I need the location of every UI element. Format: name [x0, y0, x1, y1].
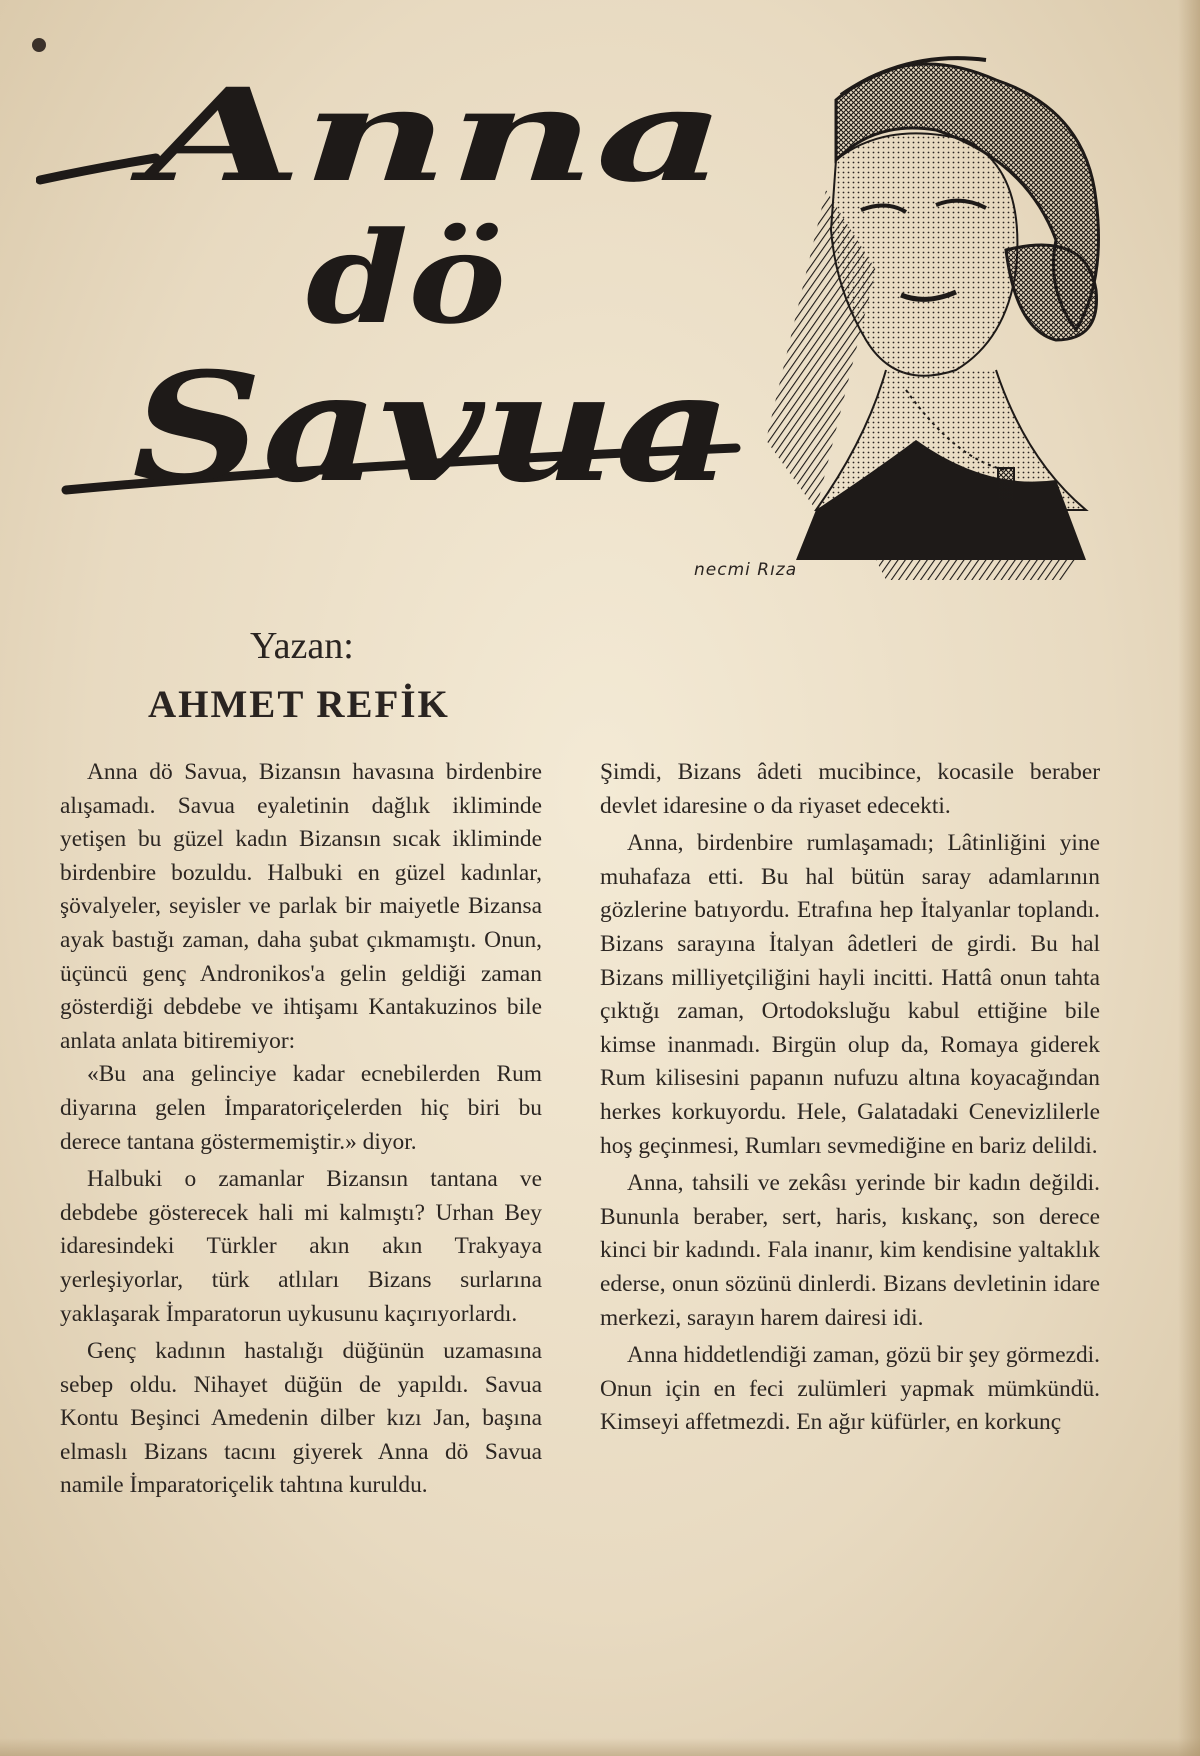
title-swash-top: [40, 158, 156, 180]
paragraph: Anna, tahsili ve zekâsı yerinde bir kadın değildi. Bununla beraber, sert, haris, kıskanç, son derece kinci bir kadındı. Fala inanır, kim kendisine yaltaklık ederse, onun sözünü dinlerdi. Bizans devletinin idare merkezi, sarayın harem dairesi idi.: [600, 1170, 1100, 1331]
text-column-right: [600, 756, 1100, 1440]
paragraph: Anna, birdenbire rumlaşamadı; Lâtinliğini yine muhafaza etti. Bu hal bütün saray adamlarının gözlerine batıyordu. Etrafına hep İtalyanlar toplandı. Bizans sarayına İtalyan âdetleri de girdi. Bu hal Bizans milliyetçiliğini hayli incitti. Hattâ onun tahta çıktığı zaman, Ortodoksluğu kabul ettiğine bile kimse inanmadı. Birgün olup da, Romaya giderek Rum kilisesini papanın nufuzu altına koyacağından herkes korkuyordu. Hele, Galatadaki Cenevizlilerle hoş geçinmesi, Rumları sevmediğine en bariz delildi.: [600, 830, 1100, 1159]
paragraph: Anna dö Savua, Bizansın havasına birdenbire alışamadı. Savua eyaletinin dağlık ikliminde yetişen bu güzel kadın Bizansın sıcak ikliminde birdenbire bozuldu. Halbuki en güzel kadınlar, şövalyeler, seyisler ve parlak bir maiyetle Bizansa ayak bastığı zaman, daha şubat çıkmamıştı. Onun, üçüncü genç Andronikos'a gelin geldiği zaman gösterdiği debdebe ve ihtişamı Kantakuzinos bile anlata anlata bitiremiyor:: [60, 759, 542, 1054]
dress: [796, 440, 1086, 560]
face: [831, 133, 1017, 375]
byline-label: Yazan:: [250, 625, 354, 667]
paragraph: Anna hiddetlendiği zaman, gözü bir şey görmezdi. Onun için en feci zulümleri yapmak mümkündü. Kimseyi affetmezdi. En ağır küfürler, en korkunç: [600, 1342, 1100, 1436]
title-line-savua: Savua: [132, 340, 732, 516]
binding-hole: [32, 38, 46, 52]
portrait-illustration: [756, 40, 1126, 600]
page-bottom-shadow: [0, 1738, 1200, 1756]
bottom-hatching: [876, 560, 1076, 580]
title-line-anna: Anna: [130, 61, 726, 211]
title-line-do: dö: [306, 204, 506, 352]
article-title: [36, 60, 756, 520]
pendant: [998, 468, 1014, 502]
paragraph: «Bu ana gelinciye kadar ecnebilerden Rum diyarına gelen İmparatoriçelerden hiç biri bu derece tantana göstermemiştir.» diyor.: [60, 1061, 542, 1155]
artist-signature: necmi Rıza: [694, 560, 798, 580]
hair-curl: [1006, 245, 1097, 340]
paragraph: Şimdi, Bizans âdeti mucibince, kocasile beraber devlet idaresine o da riyaset edecekti.: [600, 759, 1100, 819]
page-edge-shadow: [1178, 0, 1200, 1756]
paragraph: Genç kadının hastalığı düğünün uzamasına sebep oldu. Nihayet düğün de yapıldı. Savua Kontu Beşinci Amedenin dilber kızı Jan, başına elmaslı Bizans tacını giyerek Anna dö Savua namile İmparatoriçelik tahtına kuruldu.: [60, 1338, 542, 1499]
text-column-left: [60, 756, 542, 1503]
author-name: AHMET REFİK: [148, 683, 450, 726]
paragraph: Halbuki o zamanlar Bizansın tantana ve debdebe gösterecek hali mi kalmıştı? Urhan Bey idaresindeki Türkler akın akın Trakyaya yerleşiyorlar, türk atlıları Bizans surlarına yaklaşarak İmparatorun uykusunu kaçırıyorlardı.: [60, 1166, 542, 1327]
